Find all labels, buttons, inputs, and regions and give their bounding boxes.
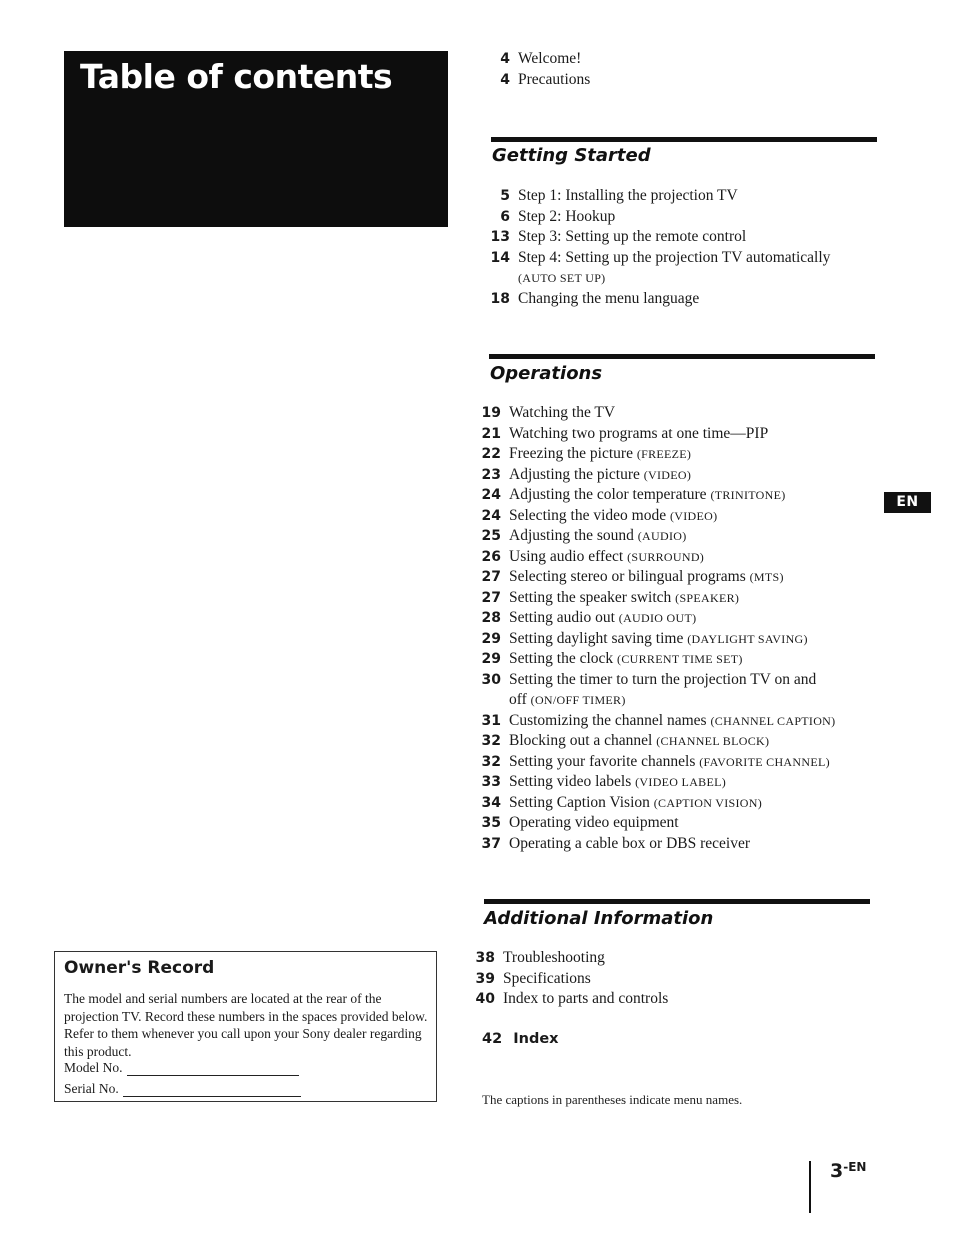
model-label: Model No. [64,1060,123,1075]
toc-page-number: 39 [475,970,495,987]
toc-menu-name: (CURRENT TIME SET) [617,652,743,666]
footnote: The captions in parentheses indicate menu names. [482,1092,743,1107]
toc-page-number: 21 [481,425,501,442]
toc-entry-text [509,465,691,486]
toc-entry-text [518,70,590,91]
toc-menu-name: (CAPTION VISION) [653,795,763,810]
toc-menu-name: (AUDIO OUT) [618,611,697,625]
toc-entry-text [503,989,668,1010]
toc-page-number: 27 [481,589,501,606]
toc-entry-label: Setting Caption Vision [509,793,650,811]
toc-page-number: 32 [481,733,501,749]
toc-page-number: 34 [481,794,501,811]
toc-entry-label: Index to parts and controls [503,990,669,1007]
toc-entry-label: Using audio effect [509,547,624,565]
toc-entry-label: Step 1: Installing the projection TV [518,187,738,204]
additional-rule [484,899,870,904]
toc-menu-name: (VIDEO) [670,508,718,523]
toc-entry [481,465,881,486]
toc-page-number: 6 [500,208,510,225]
toc-entry-text [509,608,696,629]
toc-menu-name: (DAYLIGHT SAVING) [687,631,808,646]
intro-list [490,49,890,90]
toc-entry [481,813,881,834]
toc-entry [481,485,881,506]
toc-entry-label: Adjusting the sound [509,527,634,544]
toc-entry-text [509,629,808,650]
model-line [127,1063,299,1076]
toc-entry-label: Watching the TV [509,404,616,421]
toc-entry-text [509,588,739,609]
toc-entry [481,608,881,629]
toc-entry [481,731,881,752]
toc-entry-label: Setting the speaker switch [509,588,672,606]
toc-entry-text [503,969,591,990]
toc-page-number: 40 [475,991,495,1007]
toc-entry-text [518,227,746,248]
toc-entry-text [518,49,581,70]
toc-entry-label: Blocking out a channel [509,732,653,749]
toc-entry-label: Operating video equipment [509,814,679,831]
toc-entry-text [509,444,691,465]
toc-entry [481,444,881,465]
toc-entry-text [503,948,605,969]
toc-page-number: 25 [481,528,501,544]
toc-menu-name: (SURROUND) [627,549,705,564]
language-badge: EN [884,492,931,513]
toc-entry-text [509,526,687,547]
toc-entry-label: Precautions [518,70,591,88]
toc-entry-text [509,670,816,691]
toc-entry-text [509,649,743,670]
toc-entry [490,289,890,310]
toc-page-number: 31 [481,712,501,729]
toc-entry-text [509,485,786,506]
toc-menu-name: (FREEZE) [636,447,692,461]
additional-list [475,948,875,1010]
toc-page-number: 30 [481,671,501,688]
toc-menu-name: (CHANNEL CAPTION) [710,713,836,728]
owners-record-title: Owner's Record [64,958,215,978]
toc-page-number: 4 [500,71,510,88]
toc-entry [481,834,881,855]
toc-menu-name: (ON/OFF TIMER) [530,693,626,707]
toc-menu-name: (SPEAKER) [675,590,740,605]
toc-page-number: 5 [500,188,510,204]
toc-page-number: 29 [481,630,501,647]
page-title: Table of contents [80,57,393,96]
index-entry [482,1031,559,1047]
operations-heading: Operations [490,363,603,384]
toc-entry-text [509,403,615,424]
toc-entry [481,567,881,588]
toc-entry-text [509,547,704,568]
toc-entry-label: Step 4: Setting up the projection TV automatically [518,248,831,266]
toc-entry-text [509,506,717,527]
additional-heading: Additional Information [484,908,714,929]
operations-list [481,403,881,854]
toc-entry [481,670,881,691]
toc-entry [481,403,881,424]
toc-menu-name: (MTS) [749,570,784,584]
toc-page-number: 22 [481,446,501,462]
toc-entry-continuation [490,268,890,289]
toc-entry-label: Welcome! [518,50,582,67]
toc-entry-label: Adjusting the picture [509,465,640,483]
toc-entry-label: Freezing the picture [509,445,633,462]
toc-entry-text [518,248,830,269]
page-number-suffix: -EN [843,1160,867,1174]
index-page: 42 [482,1031,503,1047]
toc-page-number: 23 [481,466,501,483]
toc-entry [481,772,881,793]
getting-started-rule [491,137,877,142]
toc-entry-text [509,772,726,793]
toc-entry [490,70,890,91]
toc-entry-label: Setting your favorite channels [509,752,696,770]
owners-record-body: The model and serial numbers are located at the rear of the projection TV. Record these numbers in the spaces provided below. Refer to them whenever you call upon your Sony dealer regarding this product. [64,991,428,1059]
toc-entry-label: Setting audio out [509,609,615,626]
toc-entry [490,248,890,269]
toc-entry-text [518,186,738,207]
toc-entry-label: Watching two programs at one time—PIP [509,424,769,442]
toc-entry-label: Specifications [503,969,591,987]
toc-entry [481,793,881,814]
toc-entry-text [509,711,835,732]
toc-page-number: 28 [481,610,501,626]
toc-entry-continuation-text: off [509,691,527,708]
toc-entry-text [509,752,830,773]
toc-page-number: 38 [475,950,495,966]
toc-entry-label: Troubleshooting [503,949,605,966]
toc-page-number: 32 [481,753,501,770]
toc-entry [490,227,890,248]
toc-page-number: 27 [481,569,501,585]
toc-entry-label: Step 2: Hookup [518,207,616,225]
page-number [830,1160,866,1182]
getting-started-heading: Getting Started [492,145,651,166]
serial-line [123,1084,301,1097]
toc-entry [490,207,890,228]
toc-entry [481,649,881,670]
getting-started-list [490,186,890,309]
toc-entry-text [518,289,699,310]
toc-entry-label: Customizing the channel names [509,711,707,729]
toc-entry [490,186,890,207]
toc-entry [481,424,881,445]
toc-entry-label: Setting the clock [509,650,614,667]
toc-page-number: 18 [490,290,510,307]
owners-record-box [54,951,437,1102]
toc-page-number: 24 [481,507,501,524]
toc-page-number: 35 [481,815,501,831]
page-number-value: 3 [830,1160,844,1182]
toc-menu-name: (AUDIO) [637,529,687,543]
toc-entry [481,752,881,773]
toc-page-number: 13 [490,229,510,245]
toc-menu-name: (VIDEO LABEL) [635,775,727,789]
toc-entry-label: Setting the timer to turn the projection TV on and [509,670,817,688]
toc-entry-text [509,834,750,855]
toc-entry-label: Adjusting the color temperature [509,486,707,503]
toc-entry-text [518,207,615,228]
toc-entry [481,588,881,609]
toc-entry-label: Selecting the video mode [509,506,667,524]
toc-page-number: 24 [481,487,501,503]
toc-entry [490,49,890,70]
title-banner [64,51,448,227]
toc-entry [481,526,881,547]
toc-menu-name: (FAVORITE CHANNEL) [699,754,830,769]
toc-menu-name: (TRINITONE) [710,488,786,502]
toc-entry [481,711,881,732]
toc-entry-label: Selecting stereo or bilingual programs [509,568,746,585]
toc-entry [481,506,881,527]
toc-entry-label: Setting daylight saving time [509,629,684,647]
toc-menu-name: (CHANNEL BLOCK) [656,734,770,748]
serial-label: Serial No. [64,1081,119,1096]
page-number-rule [809,1161,811,1213]
toc-menu-name: (AUTO SET UP) [518,271,606,285]
toc-entry-label: Changing the menu language [518,289,700,307]
toc-entry [475,969,875,990]
toc-page-number: 33 [481,774,501,790]
toc-entry-continuation [481,690,881,711]
toc-entry-text [509,567,784,588]
toc-page-number: 19 [481,405,501,421]
toc-page-number: 29 [481,651,501,667]
toc-page-number: 4 [500,51,510,67]
toc-entry-text [509,424,768,445]
toc-entry [475,989,875,1010]
toc-entry [481,629,881,650]
toc-page-number: 26 [481,548,501,565]
toc-entry-text [509,813,679,834]
index-label: Index [513,1031,559,1047]
serial-field [64,1081,301,1097]
toc-page-number: 14 [490,249,510,266]
toc-entry-label: Operating a cable box or DBS receiver [509,834,751,852]
toc-entry [475,948,875,969]
operations-rule [489,354,875,359]
toc-entry [481,547,881,568]
toc-entry-label: Setting video labels [509,773,632,790]
toc-entry-text [509,793,762,814]
model-field [64,1060,299,1076]
toc-entry-label: Step 3: Setting up the remote control [518,228,747,245]
toc-entry-text [509,731,769,752]
toc-page-number: 37 [481,835,501,852]
toc-menu-name: (VIDEO) [643,467,692,482]
